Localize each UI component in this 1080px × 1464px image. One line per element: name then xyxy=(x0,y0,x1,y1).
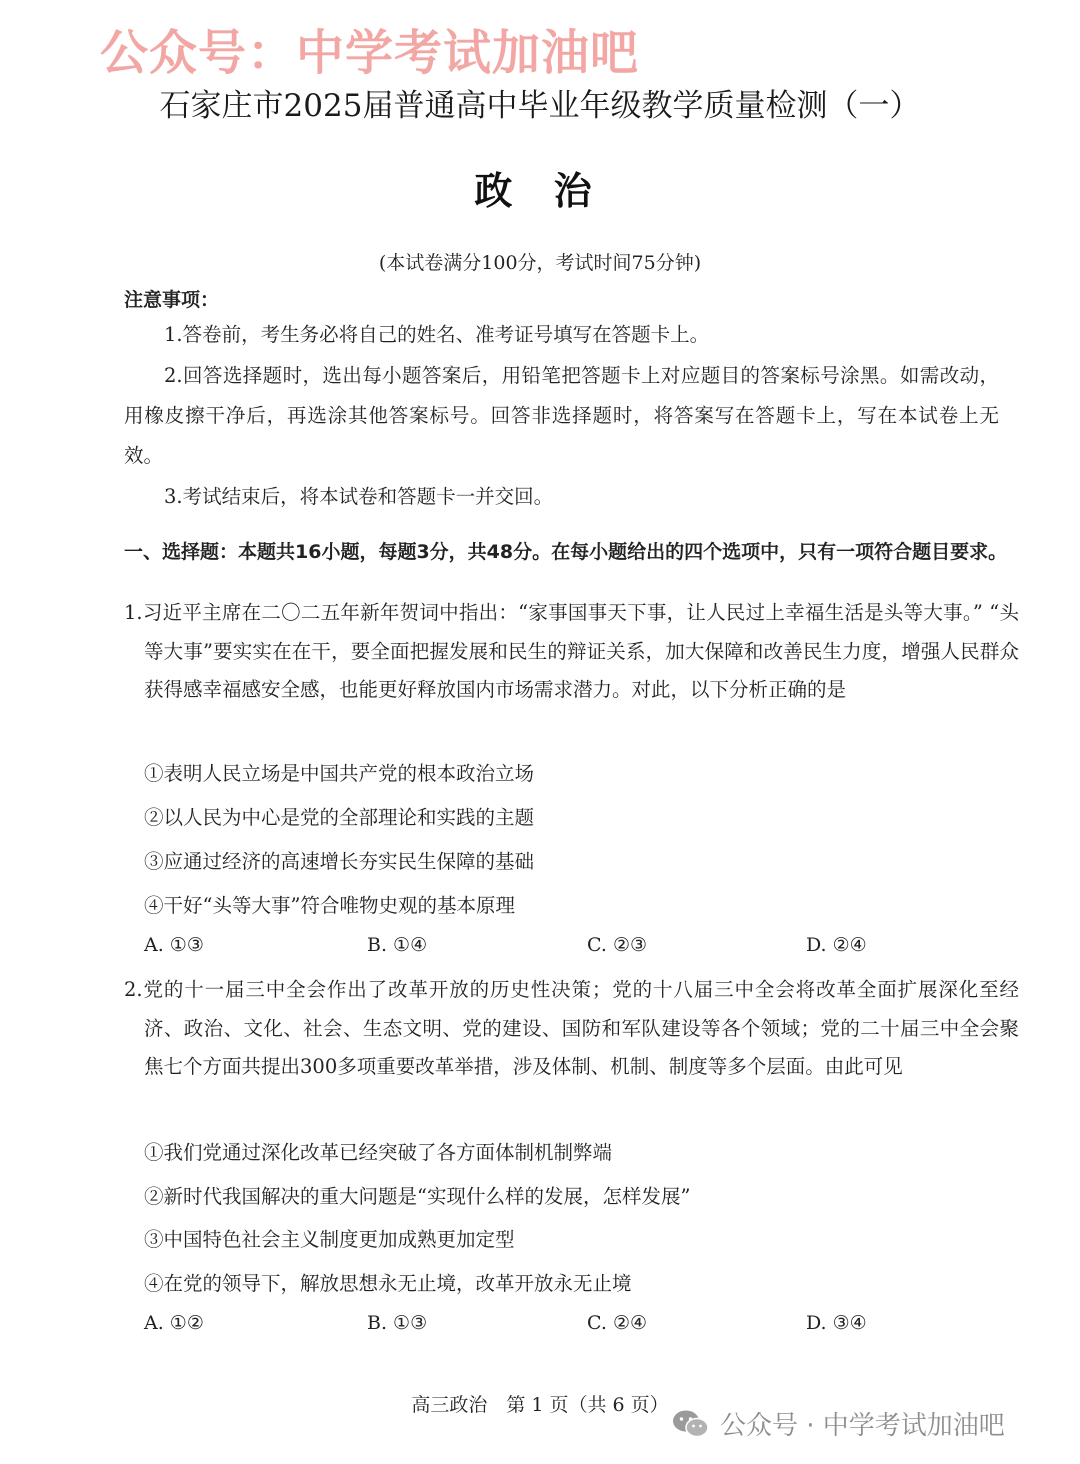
question-1-option-4: ④干好“头等大事”符合唯物史观的基本原理 xyxy=(144,894,515,917)
question-1-option-3: ③应通过经济的高速增长夯实民生保障的基础 xyxy=(144,850,535,873)
question-2-option-4: ④在党的领导下，解放思想永无止境，改革开放永无止境 xyxy=(144,1272,632,1295)
watermark-bottom-text: 公众号 · 中学考试加油吧 xyxy=(720,1411,1005,1441)
notice-item-1: 1.答卷前，考生务必将自己的姓名、准考证号填写在答题卡上。 xyxy=(164,323,710,346)
question-2-option-2: ②新时代我国解决的重大问题是“实现什么样的发展，怎样发展” xyxy=(144,1185,691,1208)
question-2-choice-c: C. ②④ xyxy=(587,1312,648,1334)
exam-info: (本试卷满分100分，考试时间75分钟) xyxy=(378,252,702,274)
notice-item-3: 3.考试结束后，将本试卷和答题卡一并交回。 xyxy=(164,485,554,508)
page-footer: 高三政治 第 1 页（共 6 页） xyxy=(411,1394,669,1416)
question-2-choice-b: B. ①③ xyxy=(367,1312,428,1334)
subject-title: 政 治 xyxy=(474,168,606,213)
question-1-choice-d: D. ②④ xyxy=(806,934,867,956)
section-header: 一、选择题：本题共16小题，每题3分，共48分。在每小题给出的四个选项中，只有一项符合题目要求。 xyxy=(124,541,1008,563)
question-2-option-1: ①我们党通过深化改革已经突破了各方面体制机制弊端 xyxy=(144,1141,613,1164)
question-2-option-3: ③中国特色社会主义制度更加成熟更加定型 xyxy=(144,1228,515,1251)
notice-item-2: 2.回答选择题时，选出每小题答案后，用铅笔把答题卡上对应题目的答案标号涂黑。如需改动，用橡皮擦干净后，再选涂其他答案标号。回答非选择题时，将答案写在答题卡上，写在本试卷上无效。 xyxy=(124,364,999,467)
question-1-option-2: ②以人民为中心是党的全部理论和实践的主题 xyxy=(144,806,535,829)
question-1-stem: 1.习近平主席在二〇二五年新年贺词中指出：“家事国事天下事，让人民过上幸福生活是头等大事。” “头等大事”要实实在在干，要全面把握发展和民生的辩证关系，加大保障和改善民生力度，增强人民群众获得感幸福感安全感，也能更好释放国内市场需求潜力。对此，以下分析正确的是 xyxy=(124,601,1019,701)
question-1-choice-b: B. ①④ xyxy=(367,934,428,956)
watermark-top: 公众号：中学考试加油吧 xyxy=(100,25,640,81)
question-2-choice-a: A. ①② xyxy=(144,1312,204,1334)
question-1-choice-a: A. ①③ xyxy=(144,934,204,956)
watermark-bottom xyxy=(672,1405,1005,1442)
wechat-icon xyxy=(672,1409,710,1439)
exam-title: 石家庄市2025届普通高中毕业年级教学质量检测（一） xyxy=(159,88,921,124)
question-2-choice-d: D. ③④ xyxy=(806,1312,867,1334)
question-1-option-1: ①表明人民立场是中国共产党的根本政治立场 xyxy=(144,762,535,785)
notice-heading: 注意事项： xyxy=(124,289,220,311)
question-1-choice-c: C. ②③ xyxy=(587,934,648,956)
question-2-stem: 2.党的十一届三中全会作出了改革开放的历史性决策；党的十八届三中全会将改革全面扩展深化至经济、政治、文化、社会、生态文明、党的建设、国防和军队建设等各个领域；党的二十届三中全会聚焦七个方面共提出300多项重要改革举措，涉及体制、机制、制度等多个层面。由此可见 xyxy=(124,978,1019,1078)
